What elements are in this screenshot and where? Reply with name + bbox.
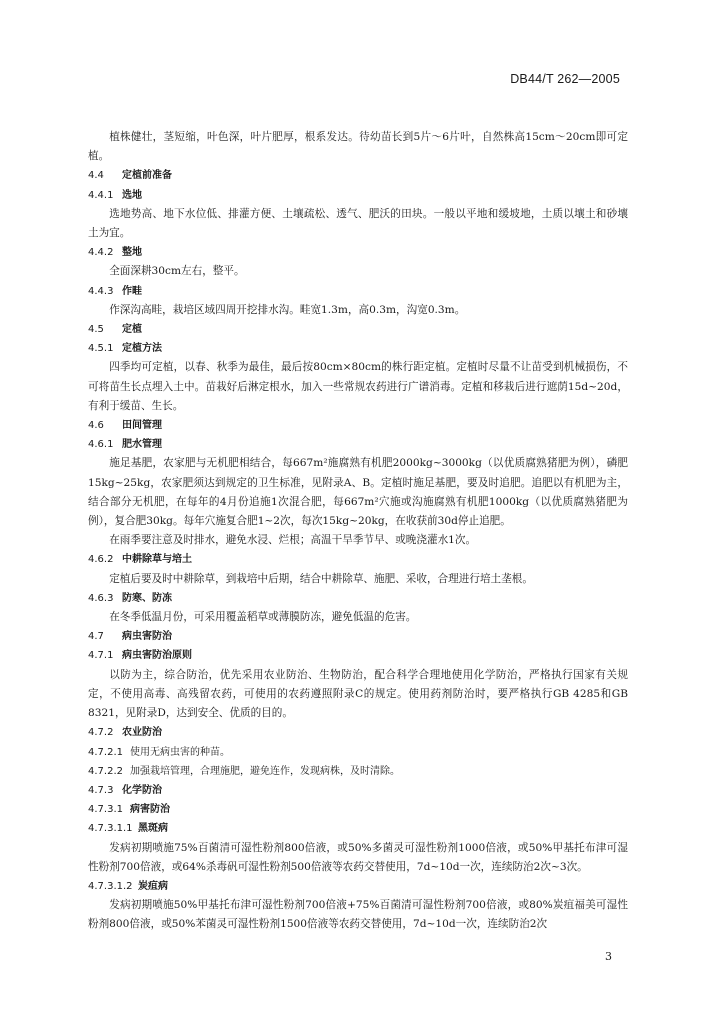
section-title: 黑斑病 xyxy=(138,823,168,835)
section-heading xyxy=(88,416,628,435)
section-heading xyxy=(88,819,628,838)
section-heading xyxy=(88,627,628,646)
paragraph: 发病初期喷施50%甲基托布津可湿性粉剂700倍液+75%百菌清可湿性粉剂700倍液，或80%炭疽福美可湿性粉剂800倍液，或50%苯菌灵可湿性粉剂1500倍液等农药交替使用，7d~10d一次，连续防治2次 xyxy=(88,899,628,931)
section-number: 4.7.3.1 xyxy=(88,804,123,816)
paragraph: 作深沟高畦，栽培区域四周开挖排水沟。畦宽1.3m，高0.3m，沟宽0.3m。 xyxy=(109,303,466,316)
section-number: 4.6.3 xyxy=(88,592,114,604)
section-number: 4.4.1 xyxy=(88,189,114,201)
section-heading xyxy=(88,762,628,781)
section-number: 4.5 xyxy=(88,324,104,336)
section-title: 防寒、防冻 xyxy=(122,592,172,604)
section-title: 田间管理 xyxy=(122,420,162,432)
section-title: 肥水管理 xyxy=(122,439,162,451)
section-heading xyxy=(88,320,628,339)
section-title: 整地 xyxy=(122,247,142,259)
section-number: 4.7.2.1 xyxy=(88,746,123,758)
section-number: 4.7.1 xyxy=(88,650,114,662)
section-heading xyxy=(88,800,628,819)
paragraph: 选地势高、地下水位低、排灌方便、土壤疏松、透气、肥沃的田块。一般以平地和缓坡地，土质以壤土和砂壤土为宜。 xyxy=(88,207,628,240)
section-heading xyxy=(88,435,628,454)
section-heading xyxy=(88,743,628,762)
section-title: 农业防治 xyxy=(122,727,162,739)
section-title: 中耕除草与培土 xyxy=(122,554,192,566)
section-title: 使用无病虫害的种苗。 xyxy=(130,746,230,758)
section-heading xyxy=(88,781,628,800)
section-heading xyxy=(88,166,628,185)
standard-code: DB44/T 262—2005 xyxy=(510,72,620,86)
section-number: 4.7.3.1.2 xyxy=(88,880,133,892)
section-heading xyxy=(88,550,628,569)
section-number: 4.7.3 xyxy=(88,784,114,796)
paragraph: 以防为主，综合防治，优先采用农业防治、生物防治，配合科学合理地使用化学防治，严格执行国家有关规定，不使用高毒、高残留农药，可使用的农药遵照附录C的规定。使用药剂防治时，要严格执行GB 4285和GB 8321，见附录D，达到安全、优质的目的。 xyxy=(88,668,628,720)
section-title: 病虫害防治原则 xyxy=(122,650,192,662)
section-title: 选地 xyxy=(122,189,142,201)
section-title: 病害防治 xyxy=(130,804,170,816)
section-number: 4.4.3 xyxy=(88,285,114,297)
section-title: 加强栽培管理，合理施肥，避免连作，发现病株，及时清除。 xyxy=(130,765,400,777)
paragraph: 植株健壮，茎短缩，叶色深，叶片肥厚，根系发达。待幼苗长到5片～6片叶，自然株高15cm～20cm即可定植。 xyxy=(88,131,628,163)
paragraph: 在雨季要注意及时排水，避免水浸、烂根；高温干旱季节早、或晚浇灌水1次。 xyxy=(109,534,477,547)
section-title: 化学防治 xyxy=(122,784,162,796)
paragraph: 定植后要及时中耕除草，到栽培中后期，结合中耕除草、施肥、采收，合理进行培土垄根。 xyxy=(109,572,533,585)
section-number: 4.7.2.2 xyxy=(88,765,123,777)
section-heading xyxy=(88,339,628,358)
section-heading xyxy=(88,186,628,205)
section-heading xyxy=(88,282,628,301)
section-number: 4.4.2 xyxy=(88,247,114,259)
section-number: 4.4 xyxy=(88,170,104,182)
paragraph: 施足基肥，农家肥与无机肥相结合，每667m²施腐熟有机肥2000kg~3000kg（以优质腐熟猪肥为例），磷肥15kg~25kg，农家肥须达到规定的卫生标准，见附录A、B。定植时施足基肥，要及时追肥。追肥以有机肥为主，结合部分无机肥，在每年的4月份追施1次混合肥，每667m²穴施或沟施腐熟有机肥1000kg（以优质腐熟猪肥为例），复合肥30kg。每年穴施复合肥1~2次，每次15kg~20kg，在收获前30d停止追肥。 xyxy=(88,457,628,528)
section-number: 4.7 xyxy=(88,631,104,643)
section-number: 4.6.2 xyxy=(88,554,114,566)
section-number: 4.6 xyxy=(88,420,104,432)
paragraph: 发病初期喷施75%百菌清可湿性粉剂800倍液，或50%多菌灵可湿性粉剂1000倍液，或50%甲基托布津可湿性粉剂700倍液，或64%杀毒矾可湿性粉剂500倍液等农药交替使用，7d~10d一次，连续防治2次~3次。 xyxy=(88,841,628,873)
document-body xyxy=(88,128,628,935)
page-number: 3 xyxy=(605,950,612,963)
paragraph: 四季均可定植，以春、秋季为最佳，最后按80cm×80cm的株行距定植。定植时尽量不让苗受到机械损伤，不可将苗生长点埋入土中。苗栽好后淋定根水，加入一些常规农药进行广谱消毒。定植和移栽后进行遮荫15d~20d，有利于缓苗、生长。 xyxy=(88,361,628,412)
section-heading xyxy=(88,589,628,608)
section-heading xyxy=(88,723,628,742)
section-title: 作畦 xyxy=(122,285,142,297)
section-title: 炭疽病 xyxy=(138,880,168,892)
section-title: 定植前准备 xyxy=(122,170,172,182)
section-number: 4.7.2 xyxy=(88,727,114,739)
section-heading xyxy=(88,877,628,896)
section-heading xyxy=(88,243,628,262)
section-title: 病虫害防治 xyxy=(122,631,172,643)
paragraph: 在冬季低温月份，可采用覆盖稻草或薄膜防冻，避免低温的危害。 xyxy=(109,611,417,624)
paragraph: 全面深耕30cm左右，整平。 xyxy=(109,265,245,278)
section-number: 4.7.3.1.1 xyxy=(88,823,133,835)
section-title: 定植 xyxy=(122,324,142,336)
section-number: 4.5.1 xyxy=(88,343,114,355)
section-title: 定植方法 xyxy=(122,343,162,355)
section-number: 4.6.1 xyxy=(88,439,114,451)
section-heading xyxy=(88,646,628,665)
